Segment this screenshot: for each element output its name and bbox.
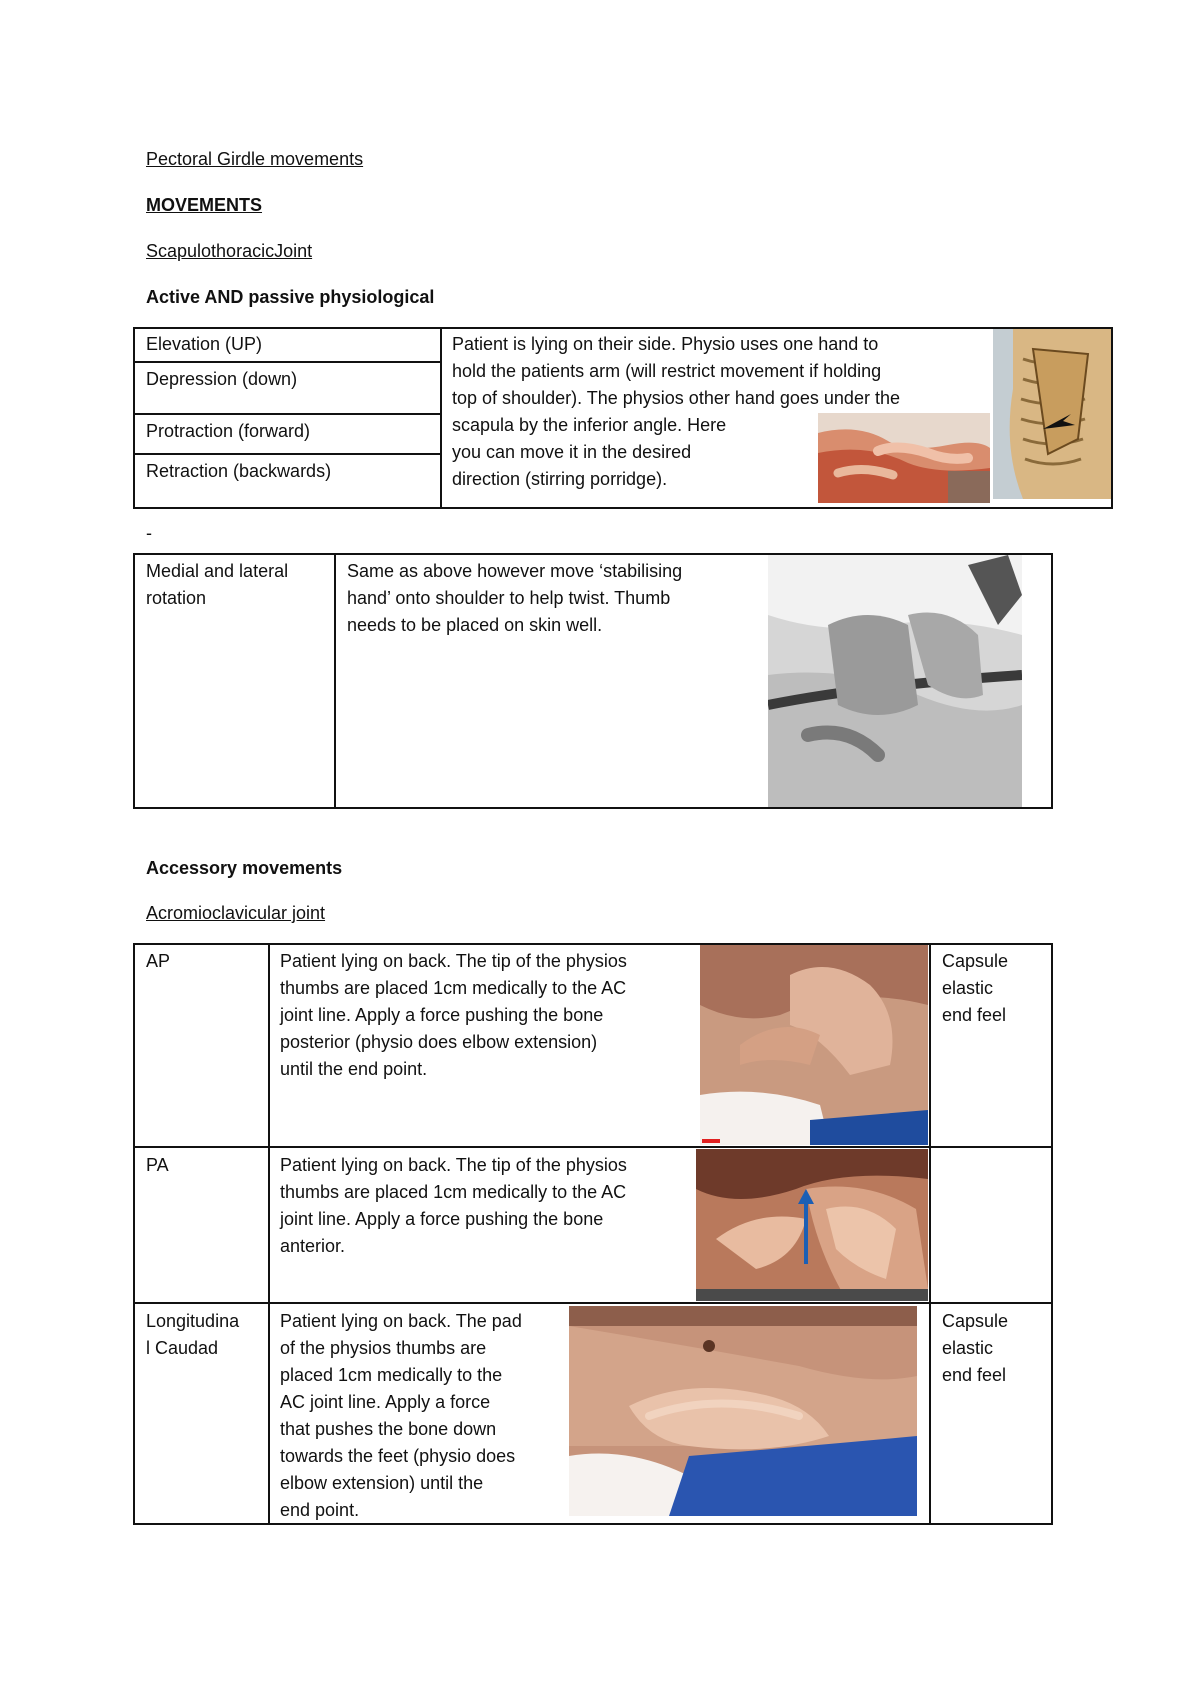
separator-dash: - [146, 523, 152, 543]
scapula-mobilisation-photo [818, 413, 990, 503]
joint-heading-scapulothoracic: ScapulothoracicJoint [146, 241, 313, 261]
longitudinal-caudad-technique-photo [569, 1306, 917, 1516]
section-heading-active-passive: Active AND passive physiological [146, 287, 435, 307]
table-divider [440, 327, 442, 509]
row-label-longitudinal-caudad: Longitudina l Caudad [146, 1311, 240, 1358]
table-row-retraction: Retraction (backwards) [146, 461, 332, 481]
table-row-protraction: Protraction (forward) [146, 421, 311, 441]
table-divider [268, 943, 270, 1525]
rotation-description: Same as above however move ‘stabilising hand’ onto shoulder to help twist. Thumb needs to be placed on skin well. [347, 561, 683, 635]
rotation-label: Medial and lateral rotation [146, 561, 289, 608]
table-row-depression: Depression (down) [146, 369, 298, 389]
table-divider [133, 1302, 1053, 1304]
rotation-technique-photo [768, 555, 1022, 807]
page-title: Pectoral Girdle movements [146, 149, 364, 169]
table-divider [929, 943, 931, 1525]
pa-technique-photo [696, 1149, 928, 1301]
joint-heading-acromioclavicular: Acromioclavicular joint [146, 903, 326, 923]
row-description-longitudinal-caudad: Patient lying on back. The pad of the physios thumbs are placed 1cm medically to the AC joint line. Apply a force that pushes the bone down towards the feet (physio does elbow extension) until the end point. [280, 1311, 522, 1520]
row-description-pa: Patient lying on back. The tip of the physios thumbs are placed 1cm medically to the AC joint line. Apply a force pushing the bone anterior. [280, 1155, 627, 1256]
movements-heading: MOVEMENTS [146, 195, 263, 215]
scapula-diagram [993, 329, 1111, 499]
table-divider [133, 453, 441, 455]
table-divider [133, 361, 441, 363]
physiological-description: Patient is lying on their side. Physio uses one hand to hold the patients arm (will restrict movement if holding top of shoulder). The physios other hand goes under the scapula by the inferior angle. Here you can move it in the desired direction (stirring porridge). [452, 334, 900, 489]
row-description-ap: Patient lying on back. The tip of the physios thumbs are placed 1cm medically to the AC joint line. Apply a force pushing the bone posterior (physio does elbow extension) until the end point. [280, 951, 627, 1079]
row-label-ap: AP [146, 951, 171, 971]
table-divider [133, 1146, 1053, 1148]
table-row-elevation: Elevation (UP) [146, 334, 263, 354]
table-divider [334, 553, 336, 809]
row-label-pa: PA [146, 1155, 169, 1175]
row-note-longitudinal-caudad: Capsule elastic end feel [942, 1311, 1009, 1385]
table-divider [133, 413, 441, 415]
ap-technique-photo [700, 945, 928, 1145]
row-note-ap: Capsule elastic end feel [942, 951, 1009, 1025]
section-heading-accessory: Accessory movements [146, 858, 343, 878]
